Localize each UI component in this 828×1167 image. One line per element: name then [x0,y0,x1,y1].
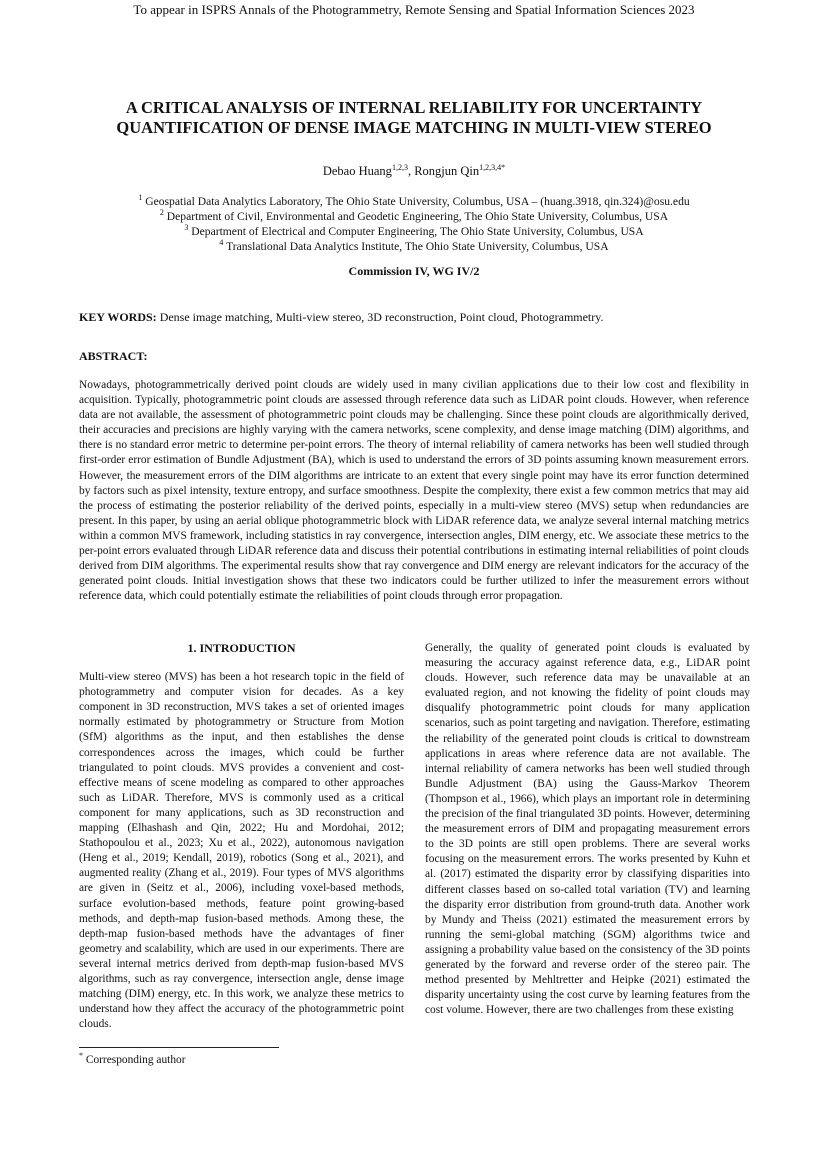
author-line [0,164,828,179]
abstract-heading: ABSTRACT: [79,349,148,363]
affiliation-2-text: Department of Civil, Environmental and Geodetic Engineering, The Ohio State University, Columbus, USA [166,210,669,223]
affiliation-2-num: 2 [159,208,164,218]
author-2: Rongjun Qin [414,164,480,178]
commission-line: Commission IV, WG IV/2 [348,264,480,278]
affiliation-4-num: 4 [219,238,224,248]
section-heading-introduction: 1. INTRODUCTION [187,641,296,655]
affiliation-1-text: Geospatial Data Analytics Laboratory, The Ohio State University, Columbus, USA – (huang.3918, qin.324)@osu.edu [145,195,690,208]
running-header: To appear in ISPRS Annals of the Photogrammetry, Remote Sensing and Spatial Information Sciences 2023 [133,2,695,17]
footnote-text: Corresponding author [83,1054,186,1066]
title-line-2: QUANTIFICATION OF DENSE IMAGE MATCHING IN MULTI-VIEW STEREO [116,118,712,137]
footnote [79,1051,186,1066]
keywords-label: KEY WORDS: [79,310,157,324]
intro-paragraph-1: Multi-view stereo (MVS) has been a hot research topic in the field of photogrammetry and computer vision for decades. As a key component in 3D reconstruction, MVS takes a set of oriented images normally estimated by photogrammetry or Structure from Motion (SfM) algorithms as the input, and then establishes the dense correspondences across the images, which could be further triangulated to point clouds. MVS provides a convenient and cost-effective means of scene modeling as compared to other approaches such as LiDAR. Therefore, MVS is commonly used as a critical component for many applications, such as 3D reconstruction and mapping (Elhashash and Qin, 2022; Hu and Mordohai, 2012; Stathopoulou et al., 2023; Xu et al., 2022), autonomous navigation (Heng et al., 2019; Kendall, 2019), robotics (Song et al., 2021), and augmented reality (Zhang et al., 2019). Four types of MVS algorithms are given in (Seitz et al., 2006), including voxel-based methods, surface evolution-based methods, feature point growing-based methods, and depth-map fusion-based methods. Among these, the depth-map fusion-based methods have the advantages of finer geometry and scalability, which are used in our experiments. There are several internal metrics derived from depth-map fusion-based MVS algorithms, such as ray convergence, intersection angle, dense image matching (DIM) energy, etc. In this work, we analyze these metrics to understand how they affect the accuracy of the photogrammetric point clouds. [79,671,404,1031]
right-column [425,641,750,1018]
keywords-text: Dense image matching, Multi-view stereo, 3D reconstruction, Point cloud, Photogrammetry. [159,310,604,324]
author-2-affil: 1,2,3,4* [479,162,506,172]
footnote-divider [79,1047,279,1048]
affiliation-1 [0,194,828,209]
affiliations [0,194,828,254]
intro-paragraph-2: Generally, the quality of generated point clouds is evaluated by measuring the accuracy against reference data, e.g., LiDAR point clouds. However, such reference data may be unavailable at an evaluated region, and not knowing the fidelity of point clouds may disqualify photogrammetric point clouds for many application scenarios, such as point targeting and navigation. Therefore, estimating the reliability of the generated point clouds is critical to downstream applications in areas where reference data are not available. The internal reliability of camera networks has been well studied through Bundle Adjustment (BA) using the Gauss-Markov Theorem (Thompson et al., 1966), which plays an important role in determining the precision of the final triangulated 3D points. However, determining the measurement errors of DIM and propagating measurement errors to the 3D points are still open problems. There are several works focusing on the measurement errors. The works presented by Kuhn et al. (2017) estimated the disparity error by classifying disparities into different classes based on so-called total variation (TV) and learning the disparity error distribution from ground-truth data. Another work by Mundy and Theiss (2021) estimated the measurement errors by running the semi-global matching (SGM) algorithms twice and assigning a probability value based on the consistency of the 3D points generated by the forward and reverse order of the stereo pair. The method presented by Mehltretter and Heipke (2021) estimated the disparity uncertainty using the cost curve by learning features from the cost volume. However, there are two challenges from these existing [425,642,750,1017]
keywords-line [79,310,759,325]
author-1-affil: 1,2,3 [391,162,408,172]
footnote-mark: * [79,1051,83,1061]
left-column [79,641,404,1032]
abstract-body: Nowadays, photogrammetrically derived point clouds are widely used in many civilian applications due to their low cost and flexibility in acquisition. Typically, photogrammetric point clouds are assessed through reference data such as LiDAR point clouds. However, when reference data are not available, the assessment of photogrammetric point clouds may be challenging. Since these point clouds are algorithmically derived, their accuracies and precisions are highly varying with the camera networks, scene complexity, and dense image matching (DIM) algorithms, and there is no standard error metric to determine per-point errors. The theory of internal reliability of camera networks has been well studied through first-order error estimation of Bundle Adjustment (BA), which is used to understand the errors of 3D points assuming known measurement errors. However, the measurement errors of the DIM algorithms are intricate to an extent that every single point may have its error function determined by factors such as pixel intensity, texture entropy, and surface smoothness. Despite the complexity, there exist a few common metrics that may aid the process of estimating the posterior reliability of the derived points, especially in a multi-view stereo (MVS) setup when redundancies are present. In this paper, by using an aerial oblique photogrammetric block with LiDAR reference data, we analyze several internal matching metrics within a common MVS framework, including statistics in ray convergence, intersection angles, DIM energy, etc. We associate these metrics to the per-point errors evaluated through LiDAR reference data and discuss their potential contributions in estimating internal reliabilities of point clouds derived from DIM algorithms. The experimental results show that ray convergence and DIM energy are relevant indicators for the accuracy of the generated point clouds. Initial investigation shows that these two indicators could be further utilized to infer the measurement errors without reference data, which could potentially estimate the reliabilities of point clouds through error propagation. [79,379,749,603]
affiliation-1-num: 1 [138,193,143,203]
affiliation-3-text: Department of Electrical and Computer Engineering, The Ohio State University, Columbus, USA [191,225,644,238]
author-separator: , [407,164,415,178]
paper-title [60,98,768,138]
affiliation-4-text: Translational Data Analytics Institute, The Ohio State University, Columbus, USA [226,240,609,253]
title-line-1: A CRITICAL ANALYSIS OF INTERNAL RELIABILITY FOR UNCERTAINTY [125,98,703,117]
affiliation-3 [0,224,828,239]
affiliation-2 [0,209,828,224]
affiliation-4 [0,239,828,254]
affiliation-3-num: 3 [184,223,189,233]
author-1: Debao Huang [322,164,392,178]
